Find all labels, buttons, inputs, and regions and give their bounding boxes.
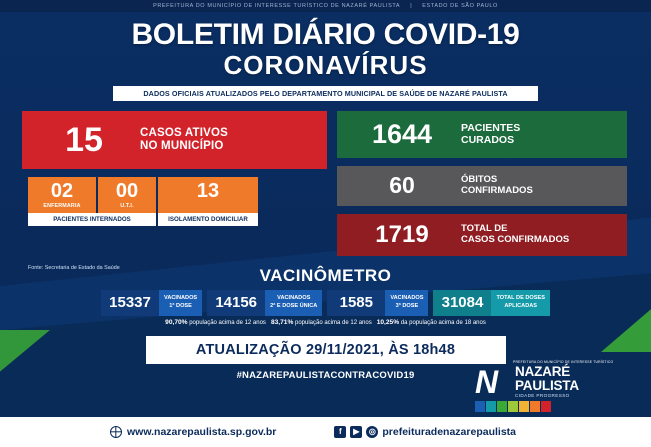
active-cases-value: 15 [65, 120, 103, 159]
vaccine-dose1-label-line2: 1ª DOSE [169, 302, 192, 309]
instagram-icon[interactable]: ◎ [366, 426, 378, 438]
color-bar-teal [486, 401, 496, 412]
uti-label: U.T.I. [120, 202, 134, 209]
breakdown-footers [28, 213, 327, 226]
vaccine-cell-dose2 [207, 290, 322, 316]
official-data-banner: DADOS OFICIAIS ATUALIZADOS PELO DEPARTAMENTO MUNICIPAL DE SAÚDE DE NAZARÉ PAULISTA [113, 86, 538, 101]
vaccine-total-value: 31084 [433, 290, 491, 316]
left-column [22, 111, 327, 226]
page-subtitle: CORONAVÍRUS [223, 49, 428, 80]
vaccine-percentages-row [0, 319, 651, 326]
top-strip-separator: | [410, 3, 413, 9]
vaccine-dose1-value: 15337 [101, 290, 159, 316]
vaccine-pct-dose3-value: 10,25% [376, 318, 400, 326]
city-logo-letter: N [475, 363, 499, 400]
color-bar-blue [475, 401, 485, 412]
total-cases-label-line2: CASOS CONFIRMADOS [461, 233, 570, 245]
globe-icon [110, 426, 122, 438]
vaccine-dose2-value: 14156 [207, 290, 265, 316]
vaccine-source: Fonte: Secretaria de Estado da Saúde [28, 264, 120, 271]
vaccine-pct-dose2 [271, 319, 372, 326]
footer-bar [0, 417, 651, 447]
top-strip [0, 0, 651, 12]
city-logo-prefix: PREFEITURA DO MUNICÍPIO DE INTERESSE TURÍSTICO [513, 360, 614, 364]
page-title: BOLETIM DIÁRIO COVID-19 [131, 18, 520, 51]
city-logo-line2: PAULISTA [515, 377, 579, 393]
vaccine-pct-dose1-text: população acima de 12 anos [189, 319, 266, 326]
vaccine-dose2-label [265, 290, 322, 316]
color-bar-orange [530, 401, 540, 412]
vaccine-cell-total [433, 290, 550, 316]
hashtag: #NAZAREPAULISTACONTRACOVID19 [236, 369, 415, 381]
vaccine-dose3-value: 1585 [327, 290, 385, 316]
enfermaria-label: ENFERMARIA [43, 202, 81, 209]
cured-value: 1644 [371, 118, 433, 149]
cured-label-line1: PACIENTES [461, 122, 521, 135]
right-column [337, 111, 627, 256]
website-link[interactable] [110, 426, 276, 438]
vaccine-pct-dose2-value: 83,71% [270, 318, 294, 326]
color-bar-green [497, 401, 507, 412]
city-logo-line1: NAZARÉ [515, 364, 571, 379]
vaccine-total-label [491, 290, 550, 316]
breakdown-row [28, 177, 327, 213]
vaccine-total-label-line1: TOTAL DE DOSES [496, 295, 545, 302]
vaccine-cells-row [0, 290, 651, 316]
breakdown-box-uti [98, 177, 156, 213]
deaths-label-line1: ÓBITOS [461, 173, 498, 185]
vaccine-pct-dose3-text: da população acima de 18 anos [400, 319, 486, 326]
vaccine-dose3-label-line2: 3ª DOSE [395, 302, 419, 309]
website-text: www.nazarepaulista.sp.gov.br [127, 426, 277, 438]
city-logo-main [475, 365, 635, 398]
breakdown-footer-isolamento: ISOLAMENTO DOMICILIAR [158, 213, 258, 226]
vaccine-total-label-line2: APLICADAS [504, 302, 538, 309]
total-cases-card [337, 214, 627, 256]
stat-cards-area [0, 111, 651, 256]
city-logo [475, 360, 635, 412]
vaccine-dose3-label [385, 290, 428, 316]
enfermaria-value: 02 [50, 179, 74, 202]
social-handle-text: prefeituradenazarepaulista [382, 426, 517, 438]
deaths-value: 60 [389, 172, 415, 199]
vaccine-pct-dose1-value: 90,70% [165, 318, 188, 326]
color-bar-yellow [519, 401, 529, 412]
facebook-icon[interactable]: f [334, 426, 346, 438]
vaccine-dose1-label [159, 290, 202, 316]
poster-content [0, 20, 651, 381]
deaths-label [461, 175, 533, 197]
vaccine-dose2-label-line1: VACINADOS [277, 295, 311, 302]
city-logo-line3: CIDADE PROGRESSO [515, 393, 570, 398]
department-color-bars [475, 401, 635, 412]
color-bar-lime [508, 401, 518, 412]
top-strip-left: PREFEITURA DO MUNICÍPIO DE INTERESSE TURÍSTICO DE NAZARÉ PAULISTA [153, 3, 401, 9]
cured-label-line2: CURADOS [461, 134, 515, 147]
deaths-card [337, 166, 627, 206]
vaccine-pct-dose1 [165, 319, 266, 326]
active-cases-label-line1: CASOS ATIVOS [140, 126, 229, 139]
breakdown-footer-internados: PACIENTES INTERNADOS [28, 213, 156, 226]
breakdown-box-isolamento [158, 177, 258, 213]
city-logo-mark-icon [475, 363, 511, 400]
active-cases-label-line2: NO MUNICÍPIO [140, 139, 224, 152]
vaccine-dose3-label-line1: VACINADOS [390, 295, 424, 302]
vaccine-section-title: VACINÔMETRO [259, 265, 392, 285]
vaccine-cell-dose3 [327, 290, 428, 316]
city-logo-text [515, 365, 579, 398]
total-cases-label [461, 224, 569, 246]
vaccine-dose1-label-line1: VACINADOS [164, 295, 198, 302]
youtube-icon[interactable]: ▶ [350, 426, 362, 438]
vaccine-pct-dose3 [377, 319, 486, 326]
vaccine-cell-dose1 [101, 290, 202, 316]
cured-card [337, 111, 627, 158]
total-cases-label-line1: TOTAL DE [461, 222, 508, 234]
total-cases-value: 1719 [375, 220, 429, 248]
isolamento-value: 13 [196, 179, 220, 202]
hashtag-wrap [146, 370, 506, 381]
social-handles[interactable] [334, 426, 516, 438]
vaccine-dose2-label-line2: 2ª E DOSE ÚNICA [270, 302, 318, 309]
active-cases-card [22, 111, 327, 169]
update-banner [146, 336, 506, 364]
update-text: ATUALIZAÇÃO 29/11/2021, ÀS 18h48 [195, 341, 456, 358]
breakdown-box-enfermaria [28, 177, 96, 213]
cured-label [461, 122, 520, 146]
top-strip-right: ESTADO DE SÃO PAULO [422, 3, 498, 9]
active-cases-label [140, 127, 228, 153]
uti-value: 00 [115, 179, 139, 202]
deaths-label-line2: CONFIRMADOS [461, 184, 533, 196]
color-bar-red [541, 401, 551, 412]
vaccine-pct-dose2-text: população acima de 12 anos [294, 319, 372, 326]
